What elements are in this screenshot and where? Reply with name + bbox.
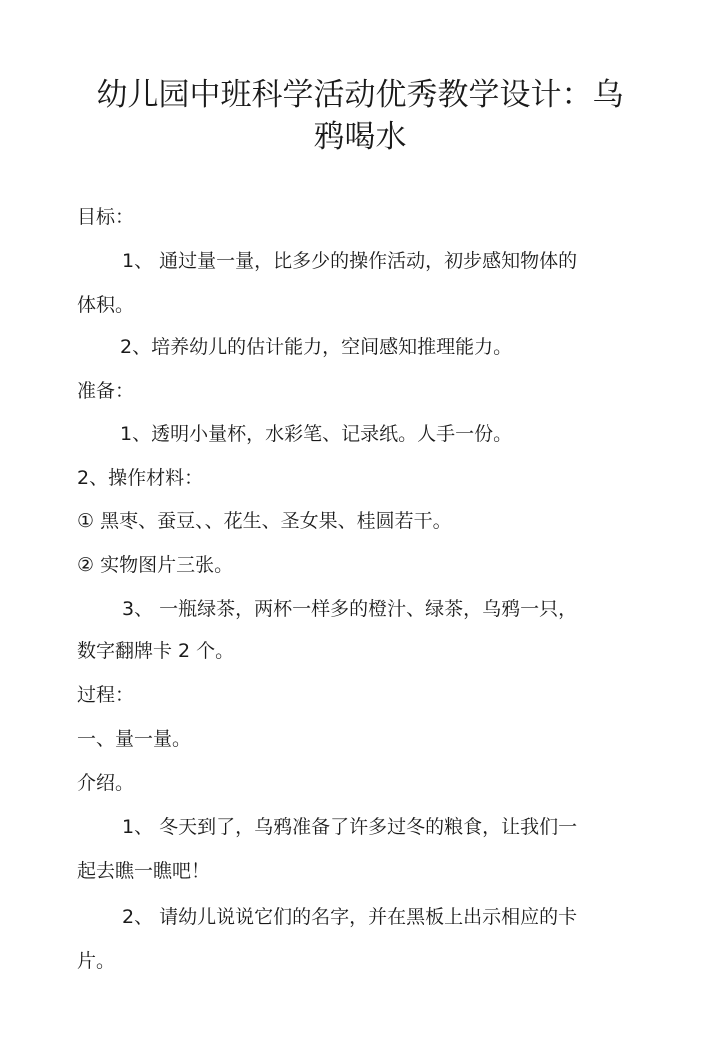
paragraph-line: 2、 请幼儿说说它们的名字，并在黑板上出示相应的卡	[122, 906, 578, 928]
section-heading-process: 过程：	[77, 684, 135, 706]
paragraph-line: 数字翻牌卡 2 个。	[77, 640, 235, 662]
paragraph-line: 1、透明小量杯，水彩笔、记录纸。人手一份。	[120, 423, 513, 445]
section-heading-preparation: 准备：	[77, 380, 135, 402]
paragraph-line: 介绍。	[77, 772, 135, 794]
paragraph-line: 2、操作材料：	[77, 467, 204, 489]
document-title	[60, 74, 660, 158]
title-line-1: 幼儿园中班科学活动优秀教学设计：乌	[96, 77, 624, 113]
section-heading-goals: 目标：	[77, 206, 135, 228]
paragraph-line: 2、培养幼儿的估计能力，空间感知推理能力。	[120, 336, 513, 358]
paragraph-line: 3、 一瓶绿茶，两杯一样多的橙汁、绿茶，乌鸦一只，	[122, 598, 578, 620]
paragraph-line: 片。	[77, 950, 116, 972]
paragraph-line: 1、 通过量一量，比多少的操作活动，初步感知物体的	[122, 250, 578, 272]
paragraph-line: 起去瞧一瞧吧！	[77, 860, 211, 882]
list-item: ① 黑枣、蚕豆、、花生、圣女果、桂圆若干。	[77, 510, 452, 532]
title-line-2: 鸦喝水	[313, 119, 407, 155]
paragraph-line: 体积。	[77, 294, 135, 316]
paragraph-line: 1、 冬天到了，乌鸦准备了许多过冬的粮食，让我们一	[122, 816, 578, 838]
list-item: ② 实物图片三张。	[77, 554, 234, 576]
subsection-heading: 一、量一量。	[77, 728, 192, 750]
